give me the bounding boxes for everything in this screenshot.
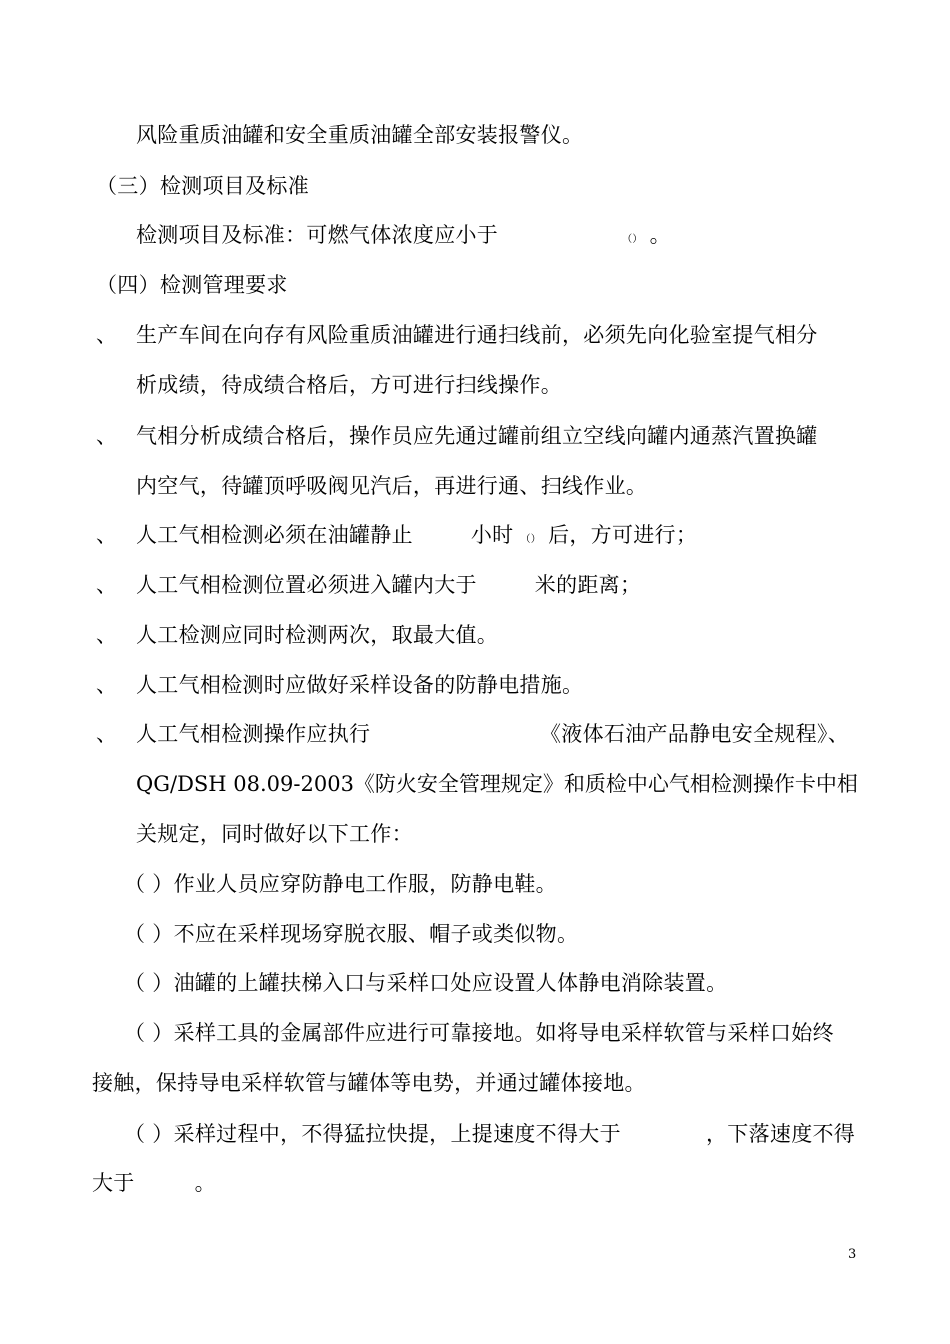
list-bullet: 、 — [96, 673, 117, 697]
list-item-7-b: 《液体石油产品静电安全规程》、 — [540, 722, 849, 746]
item-3-text-b: 小时 — [470, 523, 514, 547]
list-item-1-line-1: 生产车间在向存有风险重质油罐进行通扫线前，必须先向化验室提气相分 — [136, 323, 818, 347]
sub-item-5-b: ，下落速度不得 — [706, 1122, 856, 1146]
sub-item-5-line-2-b: 。 — [194, 1171, 216, 1195]
standard-blank-paren: （） — [622, 234, 643, 245]
item-4-text-a: 人工气相检测位置必须进入罐内大于 — [136, 573, 477, 597]
list-item-2-line-2: 内空气，待罐顶呼吸阀见汽后，再进行通、扫线作业。 — [136, 474, 648, 498]
item-3-text-a: 人工气相检测必须在油罐静止 — [136, 523, 413, 547]
paragraph-standard — [136, 222, 671, 253]
list-bullet: 、 — [96, 323, 117, 347]
item-4-text-b: 米的距离； — [534, 573, 642, 597]
sub-item-2: （ ）不应在采样现场穿脱衣服、帽子或类似物。 — [124, 922, 579, 946]
section-heading-3: （三）检测项目及标准 — [96, 174, 309, 198]
list-item-7-line-3: 关规定，同时做好以下工作： — [136, 822, 413, 846]
item-3-text-c: 后，方可进行； — [548, 523, 698, 547]
list-item-6: 人工气相检测时应做好采样设备的防静电措施。 — [136, 673, 584, 697]
page-number: 3 — [848, 1247, 857, 1262]
list-item-3 — [136, 522, 697, 553]
sub-item-5-a: （ ）采样过程中，不得猛拉快提，上提速度不得大于 — [124, 1122, 621, 1146]
standard-end: 。 — [649, 223, 671, 247]
sub-item-5-line-2 — [92, 1170, 216, 1196]
sub-item-4-line-1: （ ）采样工具的金属部件应进行可靠接地。如将导电采样软管与采样口始终 — [124, 1021, 834, 1045]
list-bullet: 、 — [96, 722, 117, 746]
list-item-4 — [136, 572, 641, 598]
sub-item-4-line-2: 接触，保持导电采样软管与罐体等电势，并通过罐体接地。 — [92, 1071, 646, 1095]
item-3-blank-paren: （） — [520, 534, 542, 545]
standard-text: 检测项目及标准：可燃气体浓度应小于 — [136, 223, 499, 247]
section-heading-4: （四）检测管理要求 — [96, 273, 288, 297]
list-bullet: 、 — [96, 573, 117, 597]
list-item-5: 人工检测应同时检测两次，取最大值。 — [136, 623, 499, 647]
paragraph-alarm-installation: 风险重质油罐和安全重质油罐全部安装报警仪。 — [136, 123, 584, 147]
sub-item-5-line-2-a: 大于 — [92, 1171, 135, 1195]
list-bullet: 、 — [96, 424, 117, 448]
list-item-7-a: 人工气相检测操作应执行 — [136, 722, 371, 746]
list-bullet: 、 — [96, 523, 117, 547]
list-item-7-line-2: QG/DSH 08.09-2003《防火安全管理规定》和质检中心气相检测操作卡中相 — [136, 772, 858, 796]
sub-item-3: （ ）油罐的上罐扶梯入口与采样口处应设置人体静电消除装置。 — [124, 971, 728, 995]
list-bullet: 、 — [96, 623, 117, 647]
list-item-1-line-2: 析成绩，待成绩合格后，方可进行扫线操作。 — [136, 373, 562, 397]
sub-item-1: （ ）作业人员应穿防静电工作服，防静电鞋。 — [124, 872, 557, 896]
list-item-2-line-1: 气相分析成绩合格后，操作员应先通过罐前组立空线向罐内通蒸汽置换罐 — [136, 424, 818, 448]
